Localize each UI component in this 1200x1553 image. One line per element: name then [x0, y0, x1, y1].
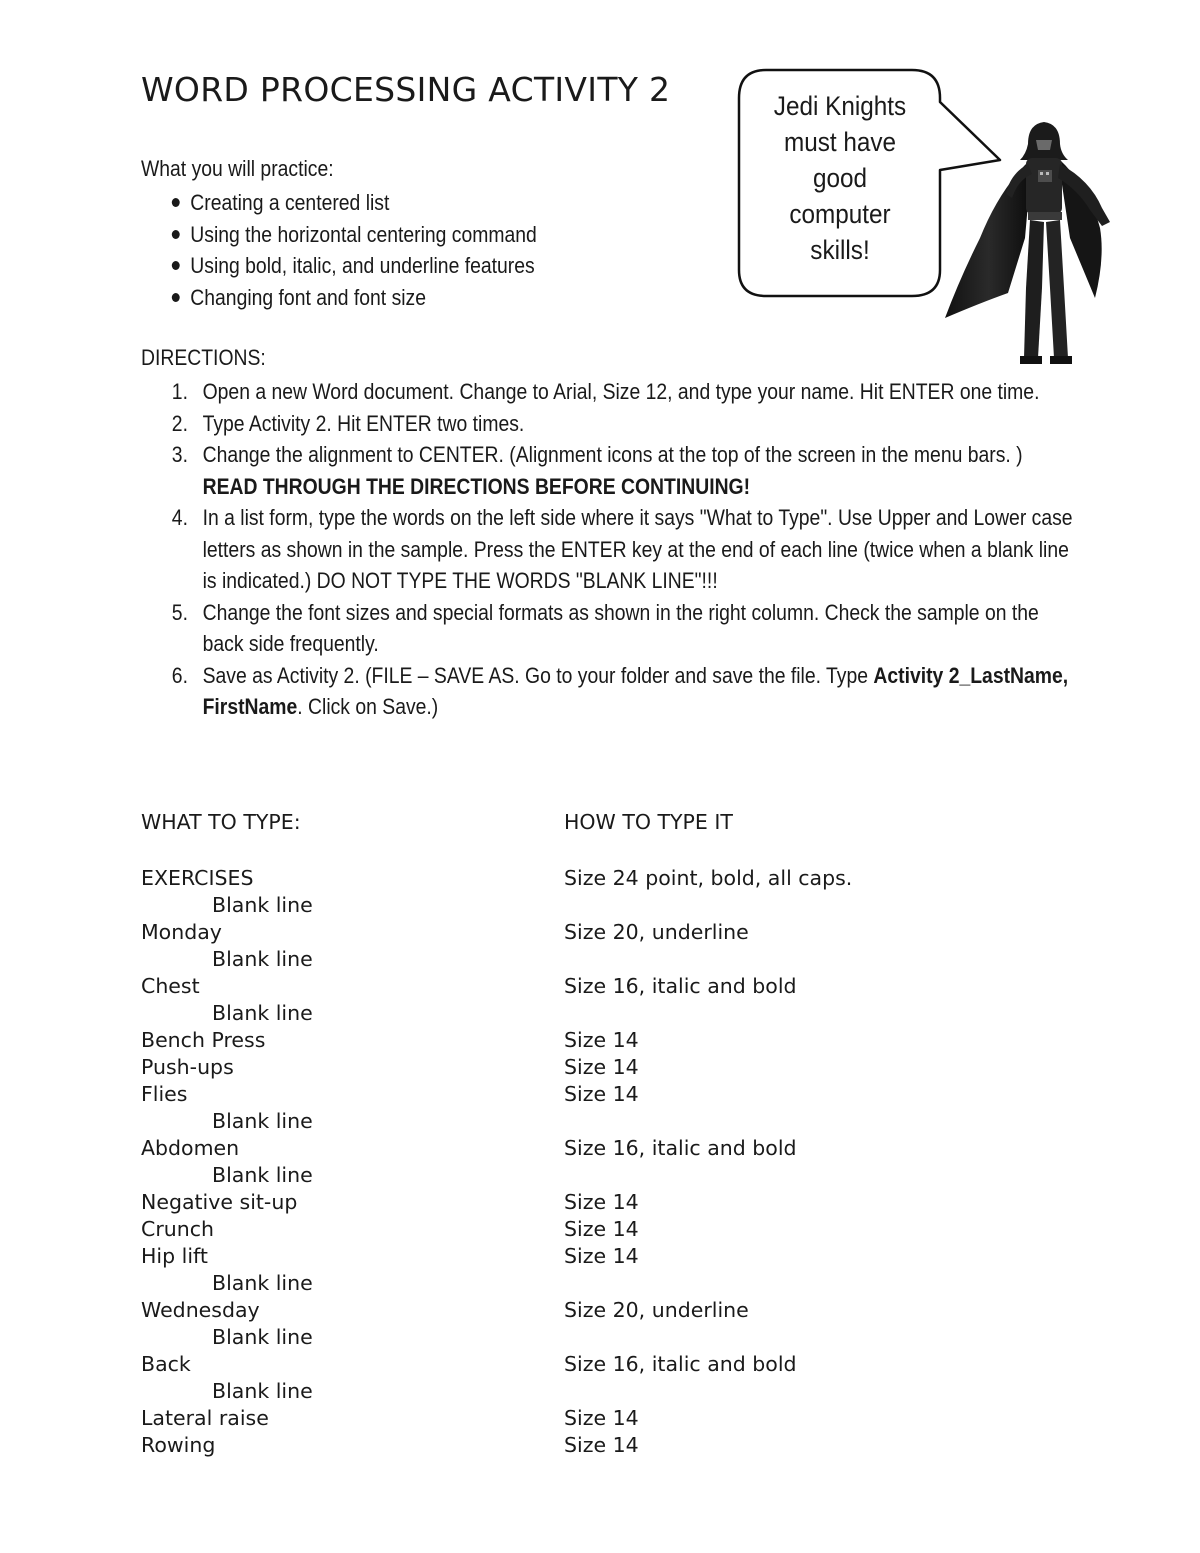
document-title: WORD PROCESSING ACTIVITY 2 — [141, 70, 671, 109]
row-what-to-type: Blank line — [212, 1163, 313, 1187]
direction-step: 2. Type Activity 2. Hit ENTER two times. — [171, 410, 525, 436]
darth-vader-figure-icon — [940, 118, 1120, 368]
row-what-to-type: Bench Press — [141, 1028, 266, 1052]
practice-item — [141, 187, 537, 219]
row-how-to-type: Size 14 — [564, 1433, 639, 1457]
bullet-icon — [172, 293, 180, 302]
directions-list — [141, 376, 1081, 723]
row-how-to-type: Size 14 — [564, 1082, 639, 1106]
row-what-to-type: Hip lift — [141, 1244, 208, 1268]
bullet-icon — [172, 198, 180, 207]
direction-step: 1. Open a new Word document. Change to Arial, Size 12, and type your name. Hit ENTER one time. — [171, 379, 1040, 404]
row-how-to-type: Size 14 — [564, 1406, 639, 1430]
row-what-to-type: Blank line — [212, 1271, 313, 1295]
row-how-to-type: Size 20, underline — [564, 1298, 749, 1322]
row-what-to-type: Negative sit-up — [141, 1190, 298, 1214]
speech-bubble-text: Jedi Knights must have good computer skills! — [773, 91, 907, 265]
row-how-to-type: Size 16, italic and bold — [564, 974, 797, 998]
practice-item-text: Using bold, italic, and underline features — [190, 253, 535, 278]
col-header-what: WHAT TO TYPE: — [141, 810, 301, 834]
row-what-to-type: Crunch — [141, 1217, 214, 1241]
row-what-to-type: Push-ups — [141, 1055, 234, 1079]
row-how-to-type: Size 14 — [564, 1190, 639, 1214]
practice-item-text: Changing font and font size — [190, 284, 426, 310]
row-what-to-type: Blank line — [212, 1001, 313, 1025]
row-what-to-type: Blank line — [212, 947, 313, 971]
row-how-to-type: Size 16, italic and bold — [564, 1136, 797, 1160]
row-how-to-type: Size 14 — [564, 1028, 639, 1052]
row-how-to-type: Size 14 — [564, 1055, 639, 1079]
row-what-to-type: Flies — [141, 1082, 188, 1106]
col-header-how: HOW TO TYPE IT — [564, 810, 733, 834]
row-what-to-type: Blank line — [212, 1109, 313, 1133]
row-what-to-type: Back — [141, 1352, 191, 1376]
practice-item — [141, 219, 537, 251]
row-what-to-type: Lateral raise — [141, 1406, 269, 1430]
row-what-to-type: Chest — [141, 974, 200, 998]
bullet-icon — [172, 261, 180, 270]
row-what-to-type: Abdomen — [141, 1136, 240, 1160]
row-how-to-type: Size 14 — [564, 1217, 639, 1241]
practice-label: What you will practice: — [141, 156, 334, 181]
direction-emphasis: Activity 2_LastName, FirstName — [202, 662, 1069, 719]
row-what-to-type: Wednesday — [141, 1298, 260, 1322]
row-how-to-type: Size 20, underline — [564, 920, 749, 944]
directions-label: DIRECTIONS: — [141, 345, 266, 370]
practice-item-text: Using the horizontal centering command — [190, 221, 537, 247]
direction-step: 5. Change the font sizes and special formats as shown in the right column. Check the sample on the back side frequently. — [171, 599, 1039, 656]
row-how-to-type: Size 16, italic and bold — [564, 1352, 797, 1376]
practice-item — [141, 250, 537, 282]
direction-step: 6. Save as Activity 2. (FILE – SAVE AS. Go to your folder and save the file. Type Activity 2_LastName, FirstName. Click on Save.) — [171, 662, 1069, 719]
row-what-to-type: Monday — [141, 920, 222, 944]
practice-item — [141, 282, 537, 314]
row-what-to-type: Blank line — [212, 1379, 313, 1403]
bullet-icon — [172, 230, 180, 239]
direction-emphasis: READ THROUGH THE DIRECTIONS BEFORE CONTINUING! — [202, 473, 751, 499]
direction-step: 3. Change the alignment to CENTER. (Alignment icons at the top of the screen in the menu bars. ) READ THROUGH THE DIRECTIONS BEFORE CONTINUING! — [171, 442, 1023, 499]
row-how-to-type: Size 24 point, bold, all caps. — [564, 866, 853, 890]
row-what-to-type: Rowing — [141, 1433, 216, 1457]
row-what-to-type: Blank line — [212, 1325, 313, 1349]
practice-list — [141, 187, 537, 313]
row-what-to-type: EXERCISES — [141, 866, 254, 890]
direction-step: 4. In a list form, type the words on the left side where it says "What to Type". Use Upper and Lower case letters as shown in the sample. Press the ENTER key at the end of each line (twice when a blank line is indicated.) DO NOT TYPE THE WORDS "BLANK LINE"!!! — [171, 505, 1073, 593]
practice-item-text: Creating a centered list — [190, 190, 390, 215]
row-how-to-type: Size 14 — [564, 1244, 639, 1268]
row-what-to-type: Blank line — [212, 893, 313, 917]
